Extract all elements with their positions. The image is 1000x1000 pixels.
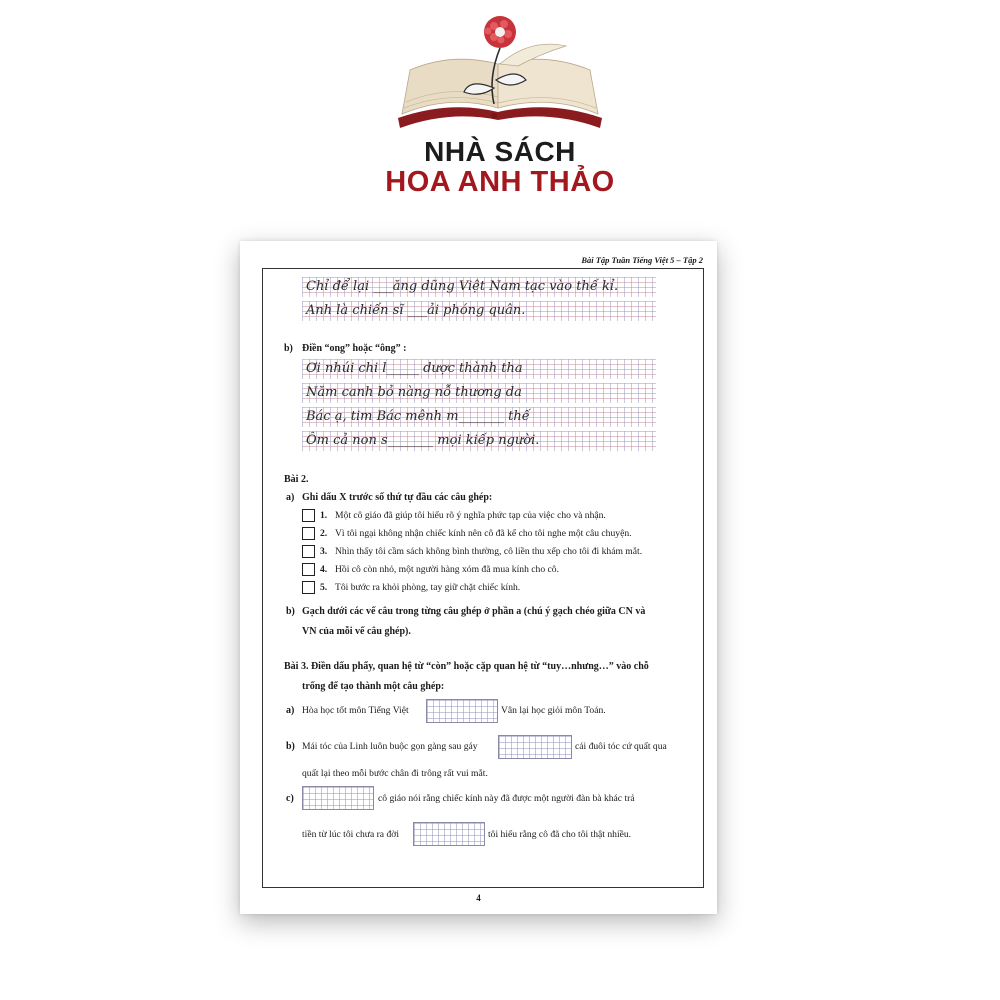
item-number: 1.	[320, 510, 328, 521]
bai3-b-text: quất lại theo mỗi bước chân đi trông rất vui mắt.	[302, 768, 488, 779]
item-text: Hồi cô còn nhỏ, một người hàng xóm đã mua kính cho cô.	[335, 564, 559, 575]
answer-checkbox-2[interactable]	[302, 527, 315, 540]
item-number: 5.	[320, 582, 328, 593]
item-number: 3.	[320, 546, 328, 557]
brand-header	[0, 0, 1000, 230]
cursive-line: Ơi nhúi chi l_____ dược thành tha	[306, 361, 523, 376]
answer-checkbox-4[interactable]	[302, 563, 315, 576]
answer-checkbox-1[interactable]	[302, 509, 315, 522]
page-number: 4	[476, 893, 481, 903]
item-text: Nhìn thấy tôi cầm sách không bình thường, cô liền thu xếp cho tôi đi khám mắt.	[335, 546, 643, 557]
answer-grid-c1[interactable]	[302, 786, 374, 810]
item-text: Một cô giáo đã giúp tôi hiểu rõ ý nghĩa phức tạp của việc cho và nhận.	[335, 510, 606, 521]
bai3-b-text: cái đuôi tóc cứ quất qua	[575, 741, 667, 752]
item-number: 2.	[320, 528, 328, 539]
part-b-instruction: Điền “ong” hoặc “ông” :	[302, 343, 407, 354]
answer-grid-b[interactable]	[498, 735, 572, 759]
brand-name-line2: HOA ANH THẢO	[385, 166, 615, 198]
cursive-line: Anh là chiến sĩ ___ải phóng quân.	[306, 303, 526, 318]
bai2-a-text: Ghi dấu X trước số thứ tự đầu các câu ghép:	[302, 492, 493, 503]
cursive-line: Chỉ để lại ___ăng dũng Việt Nam tạc vào thế kỉ.	[306, 279, 619, 294]
cursive-line: Bác ạ, tim Bác mênh m_______ thế	[306, 409, 530, 424]
bai3-title: Bài 3. Điền dấu phẩy, quan hệ từ “còn” hoặc cặp quan hệ từ “tuy…nhưng…” vào chỗ	[284, 661, 649, 672]
answer-grid-c2[interactable]	[413, 822, 485, 846]
bai3-title: trống để tạo thành một câu ghép:	[302, 681, 445, 692]
answer-checkbox-3[interactable]	[302, 545, 315, 558]
bai3-b-text: Mái tóc của Linh luôn buộc gọn gàng sau gáy	[302, 741, 478, 752]
item-number: 4.	[320, 564, 328, 575]
workbook-page	[240, 241, 717, 914]
item-text: Vì tôi ngại không nhận chiếc kính nên cô đã kể cho tôi nghe một câu chuyện.	[335, 528, 632, 539]
bai3-c-text: cô giáo nói rằng chiếc kính này đã được một người đàn bà khác trả	[378, 793, 635, 804]
bai3-a-text: Vân lại học giỏi môn Toán.	[501, 705, 606, 716]
part-b-label: b)	[284, 343, 293, 354]
bai3-b-label: b)	[286, 741, 295, 752]
bai2-title: Bài 2.	[284, 474, 309, 485]
bai2-a-label: a)	[286, 492, 295, 503]
page-header: Bài Tập Tuần Tiếng Việt 5 – Tập 2	[581, 255, 703, 265]
cursive-line: Ôm cả non s_______ mọi kiếp người.	[306, 433, 540, 448]
bai3-a-label: a)	[286, 705, 295, 716]
bai3-c-label: c)	[286, 793, 294, 804]
answer-checkbox-5[interactable]	[302, 581, 315, 594]
item-text: Tôi bước ra khỏi phòng, tay giữ chặt chiếc kính.	[335, 582, 521, 593]
answer-grid-a[interactable]	[426, 699, 498, 723]
book-flower-logo-icon	[390, 8, 610, 136]
bai3-c-text: tiền từ lúc tôi chưa ra đời	[302, 829, 399, 840]
bai3-a-text: Hòa học tốt môn Tiếng Việt	[302, 705, 409, 716]
bai2-b-label: b)	[286, 606, 295, 617]
cursive-line: Năm canh bỏ nàng nỗ thương da	[306, 385, 522, 400]
bai3-c-text: tôi hiểu rằng cô đã cho tôi thật nhiều.	[488, 829, 632, 840]
brand-name-line1: NHÀ SÁCH	[424, 136, 576, 167]
bai2-b-text: VN của mỗi vế câu ghép).	[302, 626, 411, 637]
bai2-b-text: Gạch dưới các vế câu trong từng câu ghép ở phần a (chú ý gạch chéo giữa CN và	[302, 606, 646, 617]
